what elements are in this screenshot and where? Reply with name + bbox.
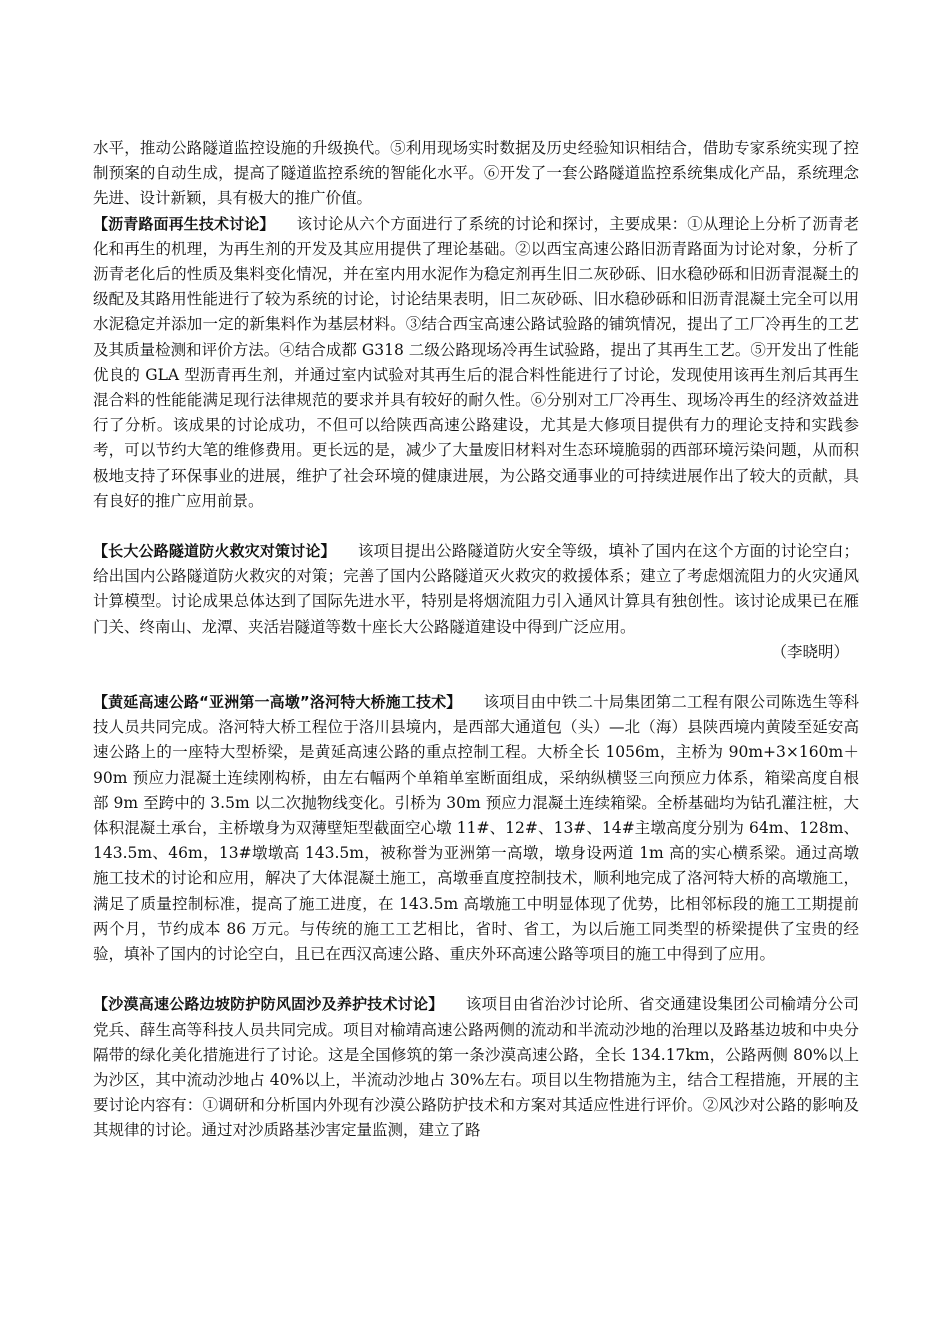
paragraph-gap (93, 514, 859, 539)
section-desert-highway (93, 992, 859, 1143)
paragraph-gap (93, 665, 859, 690)
section-heading: 【长大公路隧道防火救灾对策讨论】 (93, 542, 336, 561)
section-body: 该项目由省治沙讨论所、省交通建设集团公司榆靖分公司党兵、薛生高等科技人员共同完成。项目对榆靖高速公路两侧的流动和半流动沙地的治理以及路基边坡和中央分隔带的绿化美化措施进行了讨论。这是全国修筑的第一条沙漠高速公路，全长 134.17km，公路两侧 80%以上为沙区，其中流动沙地占 40%以上，半流动沙地占 30%左右。项目以生物措施为主，结合工程措施，开展的主要讨论内容有：①调研和分析国内外现有沙漠公路防护技术和方案对其适应性进行评价。②风沙对公路的影响及其规律的讨论。通过对沙质路基沙害定量监测，建立了路 (93, 995, 859, 1140)
paragraph-body: 水平，推动公路隧道监控设施的升级换代。⑤利用现场实时数据及历史经验知识相结合，借助专家系统实现了控制预案的自动生成，提高了隧道监控系统的智能化水平。⑥开发了一套公路隧道监控系统集成化产品，系统理念先进、设计新颖，具有极大的推广价值。 (93, 139, 859, 208)
section-body: 该项目由中铁二十局集团第二工程有限公司陈选生等科技人员共同完成。洛河特大桥工程位于洛川县境内，是西部大通道包（头）—北（海）县陕西境内黄陵至延安高速公路上的一座特大型桥梁，是黄延高速公路的重点控制工程。大桥全长 1056m，主桥为 90m+3×160m＋90m 预应力混凝土连续刚构桥，由左右幅两个单箱单室断面组成，采纳纵横竖三向预应力体系，箱梁高度自根部 9m 至跨中的 3.5m 以二次抛物线变化。引桥为 30m 预应力混凝土连续箱梁。全桥基础均为钻孔灌注桩，大体积混凝土承台，主桥墩身为双薄壁矩型截面空心墩 11#、12#、13#、14#主墩高度分别为 64m、128m、143.5m、46m，13#墩墩高 143.5m，被称誉为亚洲第一高墩，墩身设两道 1m 高的实心横系梁。通过高墩施工技术的讨论和应用，解决了大体混凝土施工，高墩垂直度控制技术，顺利地完成了洛河特大桥的高墩施工，满足了质量控制标准，提高了施工进度，在 143.5m 高墩施工中明显体现了优势，比相邻标段的施工工期提前两个月，节约成本 86 万元。与传统的施工工艺相比，省时、省工，为以后施工同类型的桥梁提供了宝贵的经验，填补了国内的讨论空白，且已在西汉高速公路、重庆外环高速公路等项目的施工中得到了应用。 (93, 693, 859, 964)
section-body: 该讨论从六个方面进行了系统的讨论和探讨，主要成果：①从理论上分析了沥青老化和再生的机理，为再生剂的开发及其应用提供了理论基础。②以西宝高速公路旧沥青路面为讨论对象，分析了沥青老化后的性质及集料变化情况，并在室内用水泥作为稳定剂再生旧二灰砂砾、旧水稳砂砾和旧沥青混凝土的级配及其路用性能进行了较为系统的讨论，讨论结果表明，旧二灰砂砾、旧水稳砂砾和旧沥青混凝土完全可以用水泥稳定并添加一定的新集料作为基层材料。③结合西宝高速公路试验路的铺筑情况，提出了工厂冷再生的工艺及其质量检测和评价方法。④结合成都 G318 二级公路现场冷再生试验路，提出了其再生工艺。⑤开发出了性能优良的 GLA 型沥青再生剂，并通过室内试验对其再生后的混合料性能进行了讨论，发现使用该再生剂后其再生混合料的性能能满足现行法律规范的要求并具有较好的耐久性。⑥分别对工厂冷再生、现场冷再生的经济效益进行了分析。该成果的讨论成功，不但可以给陕西高速公路建设，尤其是大修项目提供有力的理论支持和实践参考，可以节约大笔的维修费用。更长远的是，减少了大量废旧材料对生态环境脆弱的西部环境污染问题，从而积极地支持了环保事业的进展，维护了社会环境的健康进展，为公路交通事业的可持续进展作出了较大的贡献，具有良好的推广应用前景。 (93, 214, 859, 510)
paragraph-tunnel-monitoring-continued (93, 136, 859, 212)
section-luohe-bridge (93, 690, 859, 967)
section-asphalt-recycling (93, 212, 859, 514)
section-tunnel-fire-rescue (93, 539, 859, 640)
section-body: 该项目提出公路隧道防火安全等级，填补了国内在这个方面的讨论空白；给出国内公路隧道防火救灾的对策；完善了国内公路隧道灭火救灾的救援体系；建立了考虑烟流阻力的火灾通风计算模型。讨论成果总体达到了国际先进水平，特别是将烟流阻力引入通风计算具有独创性。该讨论成果已在雁门关、终南山、龙潭、夹活岩隧道等数十座长大公路隧道建设中得到广泛应用。 (93, 542, 859, 636)
paragraph-gap (93, 967, 859, 992)
section-heading: 【黄延高速公路“亚洲第一高墩”洛河特大桥施工技术】 (93, 693, 462, 712)
document-page (93, 136, 859, 1144)
author-signature: （李晓明） (771, 642, 849, 661)
section-heading: 【沙漠高速公路边坡防护防风固沙及养护技术讨论】 (93, 995, 444, 1014)
section-heading: 【沥青路面再生技术讨论】 (93, 214, 275, 233)
